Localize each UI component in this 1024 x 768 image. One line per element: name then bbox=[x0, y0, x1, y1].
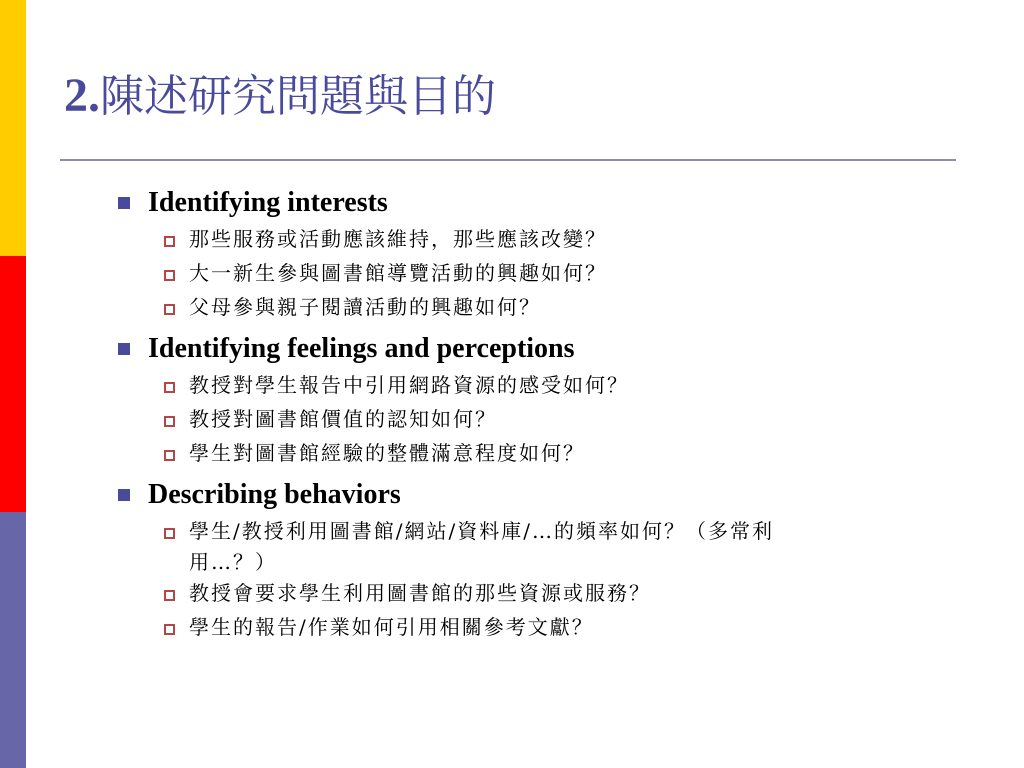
section-heading: Identifying interests bbox=[148, 187, 388, 218]
bullet-item bbox=[112, 474, 992, 516]
sub-bullet-item bbox=[164, 224, 992, 258]
sub-bullet-item bbox=[164, 612, 992, 646]
sub-bullet-item bbox=[164, 404, 992, 438]
sub-bullet-item bbox=[164, 370, 992, 404]
sub-bullet-text: 大一新生參與圖書館導覽活動的興趣如何？ bbox=[189, 261, 607, 285]
hollow-square-bullet-icon bbox=[164, 304, 175, 315]
sub-bullet-text: 學生的報告/作業如何引用相關參考文獻？ bbox=[189, 615, 594, 639]
title-divider bbox=[60, 159, 956, 161]
sub-bullet-item bbox=[164, 438, 992, 472]
square-bullet-icon bbox=[118, 343, 130, 355]
accent-bar-red bbox=[0, 256, 26, 512]
sub-bullet-text: 學生/教授利用圖書館/網站/資料庫/…的頻率如何？（多常利用…？） bbox=[189, 519, 774, 574]
square-bullet-icon bbox=[118, 489, 130, 501]
section-heading: Describing behaviors bbox=[148, 479, 401, 510]
slide-title-text: 陳述研究問題與目的 bbox=[100, 71, 496, 122]
sub-bullet-item bbox=[164, 578, 992, 612]
slide-title-number: 2. bbox=[64, 69, 100, 122]
sub-bullet-item bbox=[164, 258, 992, 292]
hollow-square-bullet-icon bbox=[164, 528, 175, 539]
sub-bullet-item bbox=[164, 292, 992, 326]
hollow-square-bullet-icon bbox=[164, 382, 175, 393]
sub-bullet-text: 教授對圖書館價值的認知如何？ bbox=[189, 407, 497, 431]
section-heading: Identifying feelings and perceptions bbox=[148, 333, 575, 364]
sub-bullet-text: 教授對學生報告中引用網路資源的感受如何？ bbox=[189, 373, 629, 397]
bullet-content bbox=[112, 182, 992, 648]
sub-bullet-list bbox=[112, 224, 992, 328]
section-identifying-feelings bbox=[112, 328, 992, 474]
sub-bullet-list bbox=[112, 516, 992, 648]
square-bullet-icon bbox=[118, 197, 130, 209]
section-identifying-interests bbox=[112, 182, 992, 328]
hollow-square-bullet-icon bbox=[164, 590, 175, 601]
hollow-square-bullet-icon bbox=[164, 236, 175, 247]
slide-title bbox=[64, 69, 496, 122]
accent-bar-blue bbox=[0, 512, 26, 768]
hollow-square-bullet-icon bbox=[164, 270, 175, 281]
section-describing-behaviors bbox=[112, 474, 992, 648]
accent-bar-yellow bbox=[0, 0, 26, 256]
bullet-item bbox=[112, 182, 992, 224]
sub-bullet-list bbox=[112, 370, 992, 474]
hollow-square-bullet-icon bbox=[164, 416, 175, 427]
hollow-square-bullet-icon bbox=[164, 450, 175, 461]
sub-bullet-text: 父母參與親子閱讀活動的興趣如何？ bbox=[189, 295, 541, 319]
bullet-item bbox=[112, 328, 992, 370]
sub-bullet-text: 那些服務或活動應該維持，那些應該改變？ bbox=[189, 227, 607, 251]
sub-bullet-text: 教授會要求學生利用圖書館的那些資源或服務？ bbox=[189, 581, 651, 605]
sub-bullet-text: 學生對圖書館經驗的整體滿意程度如何？ bbox=[189, 441, 585, 465]
sub-bullet-item bbox=[164, 516, 992, 578]
hollow-square-bullet-icon bbox=[164, 624, 175, 635]
